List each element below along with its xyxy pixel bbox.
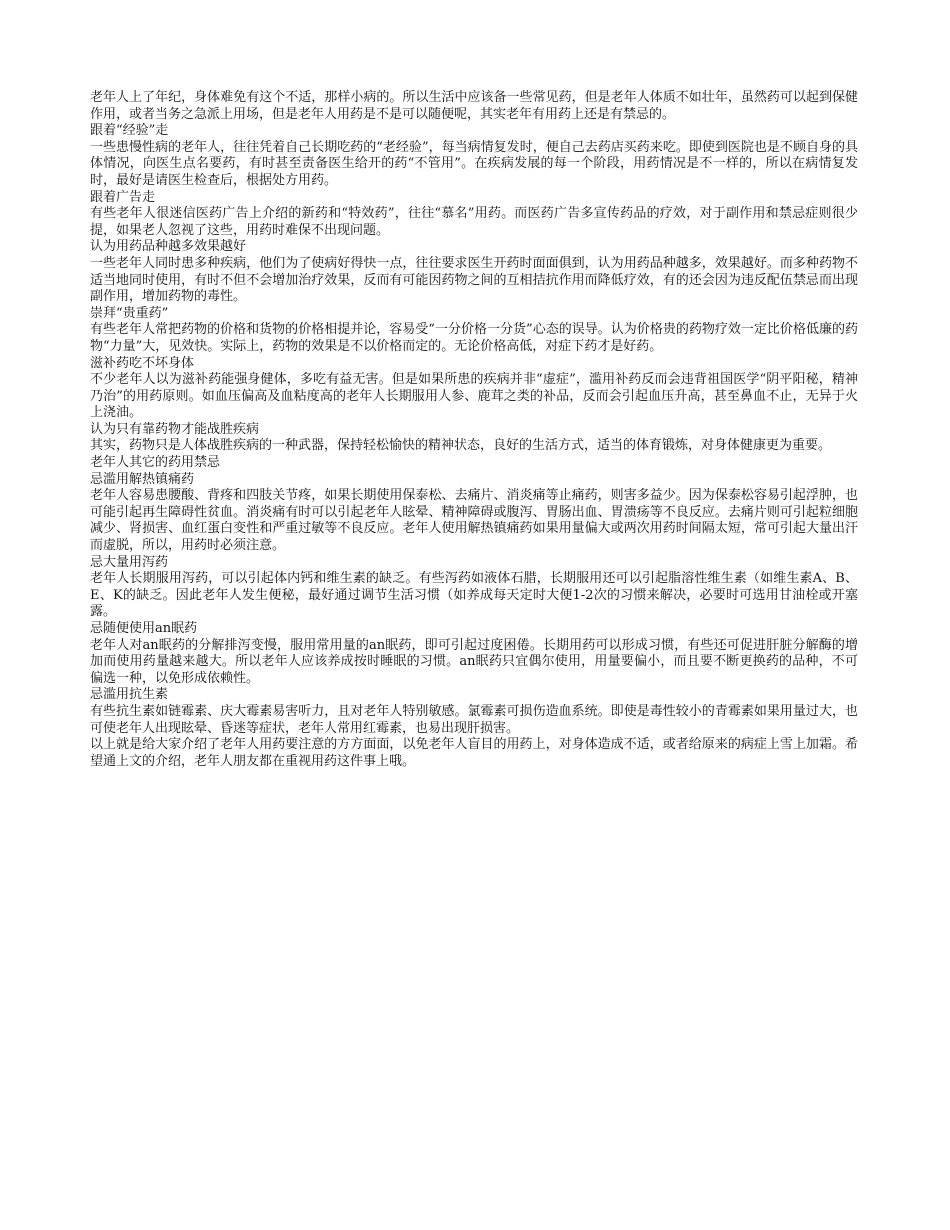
intro-paragraph: 老年人上了年纪，身体难免有这个不适，那样小病的。所以生活中应该备一些常见药，但是老年人体质不如壮年，虽然药可以起到保健作用，或者当务之急派上用场，但是老年人用药是不是可以随便呢，其实老年有用药上还是有禁忌的。 [90,90,858,122]
section-heading: 崇拜“贵重药” [90,305,169,321]
section-heading: 滋补药吃不坏身体 [90,355,195,371]
section-heading: 认为用药品种越多效果越好 [90,239,247,255]
section-paragraph: 其实，药物只是人体战胜疾病的一种武器，保持轻松愉快的精神状态，良好的生活方式，适当的体育锻炼，对身体健康更为重要。 [90,438,832,454]
section-paragraph: 老年人长期服用泻药，可以引起体内钙和维生素的缺乏。有些泻药如液体石腊，长期服用还可以引起脂溶性维生素（如维生素A、B、E、K的缺乏。因此老年人发生便秘，最好通过调节生活习惯（如养成每天定时大便1-2次的习惯来解决，必要时可选用甘油栓或开塞露。 [90,571,858,620]
section-paragraph: 有些老年人常把药物的价格和货物的价格相提并论，容易受“一分价格一分货”心态的误导。认为价格贵的药物疗效一定比价格低廉的药物“力量”大，见效快。实际上，药物的效果是不以价格而定的。无论价格高低，对症下药才是好药。 [90,322,858,354]
document-body [90,90,858,770]
section-paragraph: 老年人容易患腰酸、背疼和四肢关节疼，如果长期使用保泰松、去痛片、消炎痛等止痛药，则害多益少。因为保泰松容易引起浮肿，也可能引起再生障碍性贫血。消炎痛有时可以引起老年人眩晕、精神障碍或腹泻、胃肠出血、胃溃疡等不良反应。去痛片则可引起粒细胞减少、肾损害、血红蛋白变性和严重过敏等不良反应。老年人使用解热镇痛药如果用量偏大或两次用药时间隔太短，常可引起大量出汗而虚脱，所以，用药时必须注意。 [90,488,858,554]
subsection-heading: 忌滥用抗生素 [90,687,169,703]
section-heading: 老年人其它的药用禁忌 [90,455,221,471]
section-paragraph: 不少老年人以为滋补药能强身健体，多吃有益无害。但是如果所患的疾病并非“虚症”，滥用补药反而会违背祖国医学“阴平阳秘，精神乃治”的用药原则。如血压偏高及血粘度高的老年人长期服用人参、鹿茸之类的补品，反而会引起血压升高，甚至鼻血不止，无异于火上浇油。 [90,372,858,421]
section-paragraph: 有些老年人很迷信医药广告上介绍的新药和“特效药”，往往“慕名”用药。而医药广告多宣传药品的疗效，对于副作用和禁忌症则很少提，如果老人忽视了这些，用药时难保不出现问题。 [90,206,858,238]
subsection-heading: 忌大量用泻药 [90,554,169,570]
subsection-heading: 忌滥用解热镇痛药 [90,471,195,487]
section-paragraph: 老年人对an眠药的分解排泻变慢，服用常用量的an眠药，即可引起过度困倦。长期用药可以形成习惯，有些还可促进肝脏分解酶的增加而使用药量越来越大。所以老年人应该养成按时睡眠的习惯。an眠药只宜偶尔使用，用量要偏小，而且要不断更换药的品种，不可偏选一种，以免形成依赖性。 [90,637,858,686]
section-heading: 跟着“经验”走 [90,123,169,139]
section-heading: 认为只有靠药物才能战胜疾病 [90,421,260,437]
section-paragraph: 有些抗生素如链霉素、庆大霉素易害听力，且对老年人特别敏感。氯霉素可损伤造血系统。即使是毒性较小的青霉素如果用量过大，也可使老年人出现眩晕、昏迷等症状，老年人常用红霉素，也易出现肝损害。 [90,703,858,736]
subsection-heading: 忌随便使用an眠药 [90,621,198,636]
section-paragraph: 一些患慢性病的老年人，往往凭着自己长期吃药的“老经验”，每当病情复发时，便自己去药店买药来吃。即使到医院也是不顾自身的具体情况，向医生点名要药，有时甚至责备医生给开的药“不管用”。在疾病发展的每一个阶段，用药情况是不一样的，所以在病情复发时，最好是请医生检查后，根据处方用药。 [90,139,858,188]
section-heading: 跟着广告走 [90,189,156,205]
section-paragraph: 一些老年人同时患多种疾病，他们为了使病好得快一点，往往要求医生开药时面面俱到，认为用药品种越多，效果越好。而多种药物不适当地同时使用，有时不但不会增加治疗效果，反而有可能因药物之间的互相拮抗作用而降低疗效，有的还会因为违反配伍禁忌而出现副作用，增加药物的毒性。 [90,255,858,305]
conclusion-paragraph: 以上就是给大家介绍了老年人用药要注意的方方面面，以免老年人盲目的用药上，对身体造成不适，或者给原来的病症上雪上加霜。希望通上文的介绍，老年人朋友都在重视用药这件事上哦。 [90,737,858,769]
